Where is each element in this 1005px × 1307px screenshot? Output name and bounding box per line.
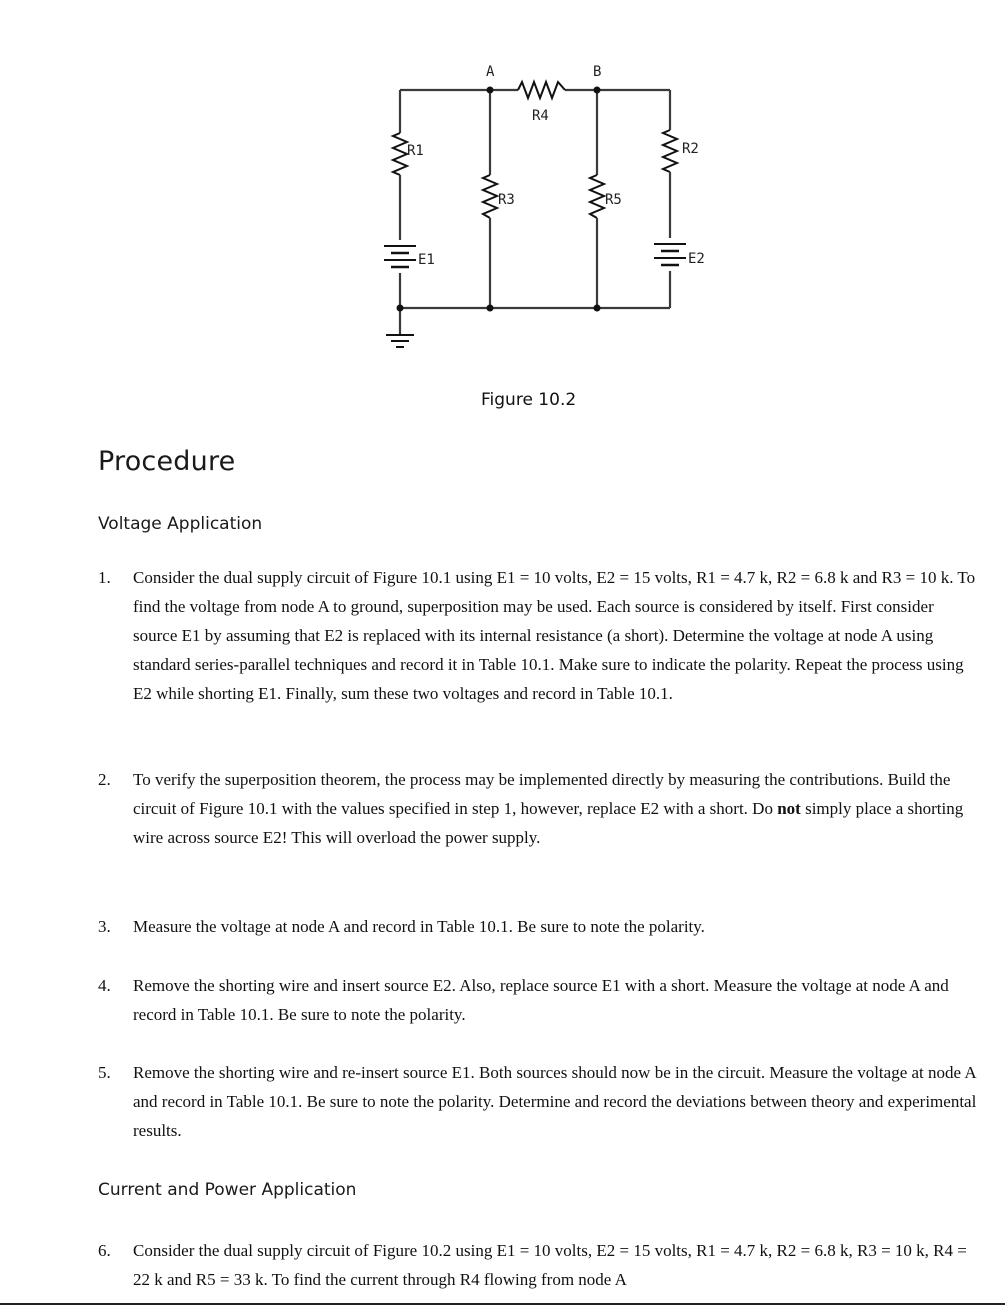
procedure-heading: Procedure [98,446,236,477]
junction-node-a [487,87,494,94]
battery-e1 [384,246,416,267]
procedure-step [98,765,978,852]
label-r4: R4 [532,108,549,124]
step-text: Remove the shorting wire and re-insert source E1. Both sources should now be in the circuit. Measure the voltage at node A and record in Table 10.1. Be sure to note the polarity. Determine and record the deviations between theory and experimental results. [133,1063,977,1140]
junction-bottom-r3 [487,305,494,312]
junction-bottom-left [397,305,404,312]
ground-icon [386,335,414,347]
procedure-step [98,1058,978,1145]
procedure-step [98,912,978,941]
step-number: 1. [98,568,111,587]
resistor-r1 [393,133,407,175]
voltage-application-heading: Voltage Application [98,514,263,534]
step-text-emphasis: not [777,799,801,818]
step-text: Consider the dual supply circuit of Figure 10.1 using E1 = 10 volts, E2 = 15 volts, R1 = 4.7 k, R2 = 6.8 k and R3 = 10 k. To find the voltage from node A to ground, superposition may be used. Each source is considered by itself. First consider source E1 by assuming that E2 is replaced with its internal resistance (a short). Determine the voltage at node A using standard series-parallel techniques and record it in Table 10.1. Make sure to indicate the polarity. Repeat the process using E2 while shorting E1. Finally, sum these two voltages and record in Table 10.1. [133,568,976,703]
label-r3: R3 [498,192,515,208]
current-power-application-heading: Current and Power Application [98,1180,357,1200]
step-text: Measure the voltage at node A and record in Table 10.1. Be sure to note the polarity. [133,917,705,936]
resistor-r3 [483,175,497,218]
step-number: 3. [98,917,111,936]
step-text: Remove the shorting wire and insert source E2. Also, replace source E1 with a short. Measure the voltage at node A and record in Table 10.1. Be sure to note the polarity. [133,976,949,1024]
junction-node-b [594,87,601,94]
resistor-r5 [590,175,604,218]
label-node-b: B [593,64,602,80]
procedure-step [98,563,978,708]
label-r5: R5 [605,192,622,208]
step-text-part: simply place a shorting wire across source E2! This will overload the power supply. [133,799,964,847]
step-number: 6. [98,1241,111,1260]
page-bottom-divider [0,1303,1005,1305]
label-r1: R1 [407,143,424,159]
junction-bottom-r5 [594,305,601,312]
label-e1: E1 [418,252,435,268]
step-number: 2. [98,770,111,789]
label-r2: R2 [682,141,699,157]
step-text-part: To verify the superposition theorem, the process may be implemented directly by measuring the contributions. Build the circuit of Figure 10.1 with the values specified in step 1, however, replace E2 with a short. Do [133,770,951,818]
resistor-r4 [518,82,565,98]
step-number: 4. [98,976,111,995]
resistor-r2 [663,130,677,172]
procedure-step [98,1236,978,1294]
label-e2: E2 [688,251,705,267]
figure-caption: Figure 10.2 [481,390,577,410]
circuit-diagram [360,55,740,365]
battery-e2 [654,244,686,265]
step-text: Consider the dual supply circuit of Figure 10.2 using E1 = 10 volts, E2 = 15 volts, R1 = 4.7 k, R2 = 6.8 k, R3 = 10 k, R4 = 22 k and R5 = 33 k. To find the current through R4 flowing from node A [133,1241,967,1289]
step-text [133,765,978,852]
label-node-a: A [486,64,495,80]
procedure-step [98,971,978,1029]
step-number: 5. [98,1063,111,1082]
